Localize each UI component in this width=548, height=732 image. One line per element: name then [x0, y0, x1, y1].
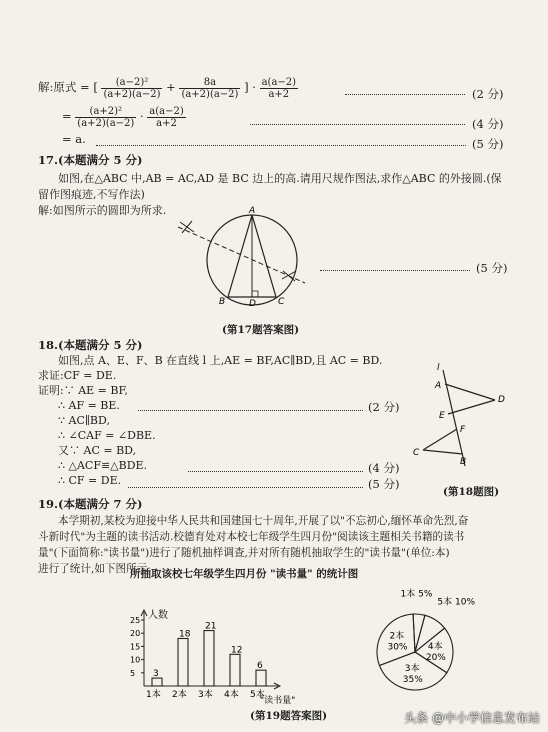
label-D: D: [498, 395, 505, 405]
dot-leader: [250, 124, 465, 125]
q18-text-8: ∴ △ACF≌△BDE.: [58, 459, 148, 472]
score-16-3: (5 分): [472, 137, 504, 151]
score-16-2: (4 分): [472, 117, 504, 131]
q19-heading: 19.(本题满分 7 分): [38, 497, 143, 511]
x-axis-label: "读书量": [260, 696, 296, 706]
chart-title: 所抽取该校七年级学生四月份 "读书量" 的统计图: [130, 568, 359, 580]
x-tick-label: 1本: [146, 690, 161, 700]
label-D: D: [249, 299, 256, 309]
q19-text-3: 量"(下面简称:"读书量")进行了随机抽样调查,并对所有随机抽取学生的"读书量"(单位:本): [38, 547, 450, 559]
q17-circle-figure: [170, 205, 320, 315]
pie-chart: [340, 582, 490, 706]
score-18-1: (2 分): [368, 400, 400, 414]
score-16-1: (2 分): [472, 87, 504, 101]
bracket-close: ] ·: [244, 80, 256, 94]
label-C: C: [413, 448, 420, 458]
q18-caption: (第18题图): [443, 486, 500, 498]
label-E: E: [439, 411, 445, 421]
dot-leader: [138, 410, 363, 411]
q17-caption: (第17题答案图): [222, 324, 300, 336]
q18-text-9: ∴ CF = DE.: [58, 474, 122, 487]
q18-text-5: ∵ AC∥BD,: [58, 414, 110, 427]
q19-text-1: 本学期初,某校为迎接中华人民共和国建国七十周年,开展了以"不忘初心,缅怀革命先烈,奋: [58, 515, 469, 527]
score-18-2: (4 分): [368, 461, 400, 475]
q18-figure: [405, 358, 520, 470]
dot-leader: [320, 270, 470, 271]
bar-chart: [110, 608, 325, 708]
dot-leader: [128, 487, 363, 488]
solution-line-3: = a.: [62, 132, 86, 146]
y-tick-label: 5: [130, 668, 136, 678]
solution-line-2: [62, 103, 186, 129]
label-F: F: [460, 425, 466, 435]
bar-value-label: 21: [205, 621, 217, 632]
pie-slice-percent: 20%: [425, 652, 446, 663]
q19-text-2: 斗新时代"为主题的读书活动.校德育处对本校七年级学生四月份"阅读该主题相关书籍的读书: [38, 531, 465, 543]
q18-text-1: 如图,点 A、E、F、B 在直线 l 上,AE = BF,AC∥BD,且 AC = BD.: [58, 354, 383, 367]
q17-text-2: 留作图痕迹,不写作法): [38, 188, 145, 201]
bar: [256, 670, 266, 686]
y-tick-label: 15: [130, 642, 141, 652]
q17-text-1: 如图,在△ABC 中,AB = AC,AD 是 BC 边上的高.请用尺规作图法,求作△ABC 的外接圆.(保: [58, 172, 502, 185]
y-tick-label: 10: [130, 655, 141, 665]
score-18-3: (5 分): [368, 477, 400, 491]
q17-text-3: 解:如图所示的圆即为所求.: [38, 204, 167, 217]
fraction-1: $\frac{\text{(a−2)²}}{(a+2)(a-2)}$: [103, 76, 161, 100]
pie-slice-label: 1本 5%: [400, 589, 433, 600]
bar: [152, 678, 162, 686]
pie-slice-label: 2本: [389, 631, 405, 642]
dot-sign: ·: [139, 109, 144, 123]
bar-value-label: 3: [153, 669, 159, 680]
bar-value-label: 12: [231, 645, 243, 656]
x-tick-label: 2本: [172, 690, 187, 700]
y-axis-label: 人数: [148, 610, 168, 621]
q18-text-7: 又∵ AC = BD,: [58, 444, 137, 457]
label-B: B: [219, 297, 226, 307]
score-17: (5 分): [476, 261, 508, 275]
label-A: A: [249, 206, 256, 216]
bar-value-label: 18: [179, 629, 191, 640]
solution-prefix: 解:原式 = [: [38, 80, 98, 94]
bar-value-label: 6: [257, 661, 263, 672]
label-A: A: [435, 381, 442, 391]
label-C: C: [278, 297, 285, 307]
equals-sign: =: [62, 109, 72, 123]
dot-leader: [345, 94, 465, 95]
pie-slice-percent: 35%: [402, 674, 423, 685]
q18-text-6: ∴ ∠CAF = ∠DBE.: [58, 429, 156, 442]
q17-heading: 17.(本题满分 5 分): [38, 153, 143, 167]
bar: [230, 654, 240, 686]
label-l: l: [437, 363, 440, 373]
bar: [178, 638, 188, 686]
solution-line-1: [38, 74, 298, 100]
pie-slice-label: 3本: [404, 663, 420, 674]
dot-leader: [96, 145, 466, 146]
pie-slice-label: 4本: [427, 641, 443, 652]
fraction-5: $\frac{a(a-2)}{a+2}$: [149, 105, 184, 129]
pie-slice-label: 5本 10%: [437, 597, 476, 608]
watermark: 头条 @中小学信息发布站: [404, 711, 540, 725]
plus-sign: +: [166, 80, 176, 94]
x-tick-label: 4本: [224, 690, 239, 700]
q18-text-3: 证明:∵ AE = BF,: [38, 384, 128, 397]
q18-heading: 18.(本题满分 5 分): [38, 338, 143, 352]
x-tick-label: 5本: [250, 690, 265, 700]
bar: [204, 631, 214, 686]
fraction-4: $\frac{\text{(a+2)²}}{(a+2)(a-2)}$: [77, 105, 135, 129]
q18-text-2: 求证:CF = DE.: [38, 369, 117, 382]
q19-caption: (第19题答案图): [250, 710, 328, 722]
q18-text-4: ∴ AF = BE.: [58, 399, 120, 412]
y-tick-label: 25: [130, 616, 141, 625]
q19-text-4: 进行了统计,如下图所示:: [38, 563, 151, 575]
label-B: B: [460, 457, 467, 467]
fraction-2: $\frac{8a}{(a+2)(a-2)}$: [181, 76, 239, 100]
fraction-3: $\frac{a(a-2)}{a+2}$: [261, 76, 297, 100]
pie-slice-percent: 30%: [387, 642, 408, 653]
x-tick-label: 3本: [198, 690, 213, 700]
y-tick-label: 20: [130, 629, 141, 639]
dot-leader: [188, 471, 363, 472]
